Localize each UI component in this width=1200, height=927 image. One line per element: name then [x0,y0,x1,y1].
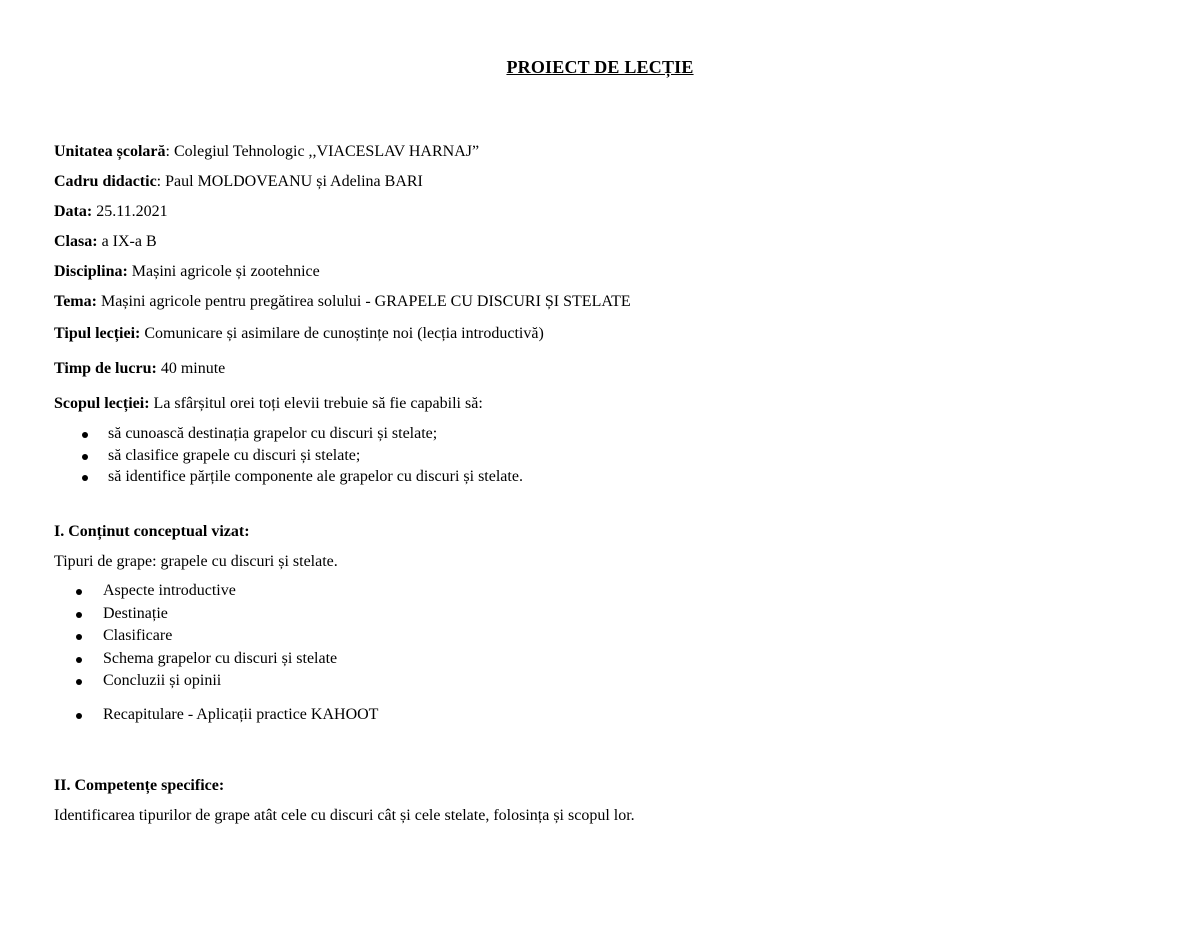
field-label: Disciplina: [54,263,128,280]
scop-bullet-list [82,425,523,490]
bullet-icon [76,612,82,618]
field-data [54,203,168,221]
list-item-text: Aspecte introductive [103,582,236,599]
field-clasa [54,233,157,251]
list-item [76,672,378,695]
list-item-text: Destinație [103,604,168,622]
list-item [76,582,378,605]
bullet-icon [82,475,88,481]
field-label: Tema: [54,293,97,310]
list-item-text: Concluzii și opinii [103,672,222,689]
list-item-text: Schema grapelor cu discuri și stelate [103,649,338,667]
list-item [82,447,523,469]
list-item [76,650,378,673]
field-value: a IX-a B [97,233,157,250]
continut-bullet-list [76,582,378,728]
field-label: Tipul lecției: [54,325,141,342]
field-label: Timp de lucru: [54,360,157,377]
list-item [76,627,378,650]
list-item [76,706,378,729]
field-value: : Colegiul Tehnologic ,,VIACESLAV HARNAJ” [165,143,480,160]
bullet-icon [76,589,82,595]
field-label: Unitatea școlară [54,143,166,160]
field-label: Data: [54,203,93,220]
field-value: Comunicare și asimilare de cunoștințe noi (lecția introductivă) [140,325,544,342]
bullet-icon [76,713,82,719]
field-scop [54,395,483,413]
field-value: Mașini agricole pentru pregătirea solului - GRAPELE CU DISCURI ȘI STELATE [96,293,631,310]
section-heading-competente: II. Competențe specifice: [54,777,225,794]
list-item-text: să identifice părțile componente ale grapelor cu discuri și stelate. [108,468,523,485]
bullet-icon [82,432,88,438]
list-item [76,605,378,628]
bullet-icon [76,634,82,640]
field-tipul [54,325,544,343]
field-value: 40 minute [156,360,226,377]
list-item-text: Clasificare [103,627,173,644]
list-item [82,468,523,490]
page-title: PROIECT DE LECȚIE [506,57,694,77]
list-item-text: să cunoască destinația grapelor cu discuri și stelate; [108,425,438,442]
field-value: La sfârșitul orei toți elevii trebuie să fie capabili să: [149,395,483,412]
bullet-icon [76,657,82,663]
field-label: Scopul lecției: [54,395,150,412]
field-value: Mașini agricole și zootehnice [127,263,320,280]
field-value: : Paul MOLDOVEANU și Adelina BARI [156,173,423,190]
list-item [82,425,523,447]
field-label: Clasa: [54,233,98,250]
section-intro-text: Tipuri de grape: grapele cu discuri și stelate. [54,553,338,570]
field-unitate [54,143,479,161]
field-disciplina [54,263,320,281]
field-tema [54,293,631,311]
bullet-icon [82,454,88,460]
list-item-text: să clasifice grapele cu discuri și stelate; [108,446,361,464]
bullet-icon [76,679,82,685]
section-heading-continut: I. Conținut conceptual vizat: [54,523,250,540]
list-item-text: Recapitulare - Aplicații practice KAHOOT [103,705,379,723]
field-timp [54,360,225,378]
field-label: Cadru didactic [54,173,157,190]
field-cadru [54,173,423,191]
competente-text: Identificarea tipurilor de grape atât cele cu discuri cât și cele stelate, folosința și scopul lor. [54,807,635,824]
field-value: 25.11.2021 [92,203,168,220]
